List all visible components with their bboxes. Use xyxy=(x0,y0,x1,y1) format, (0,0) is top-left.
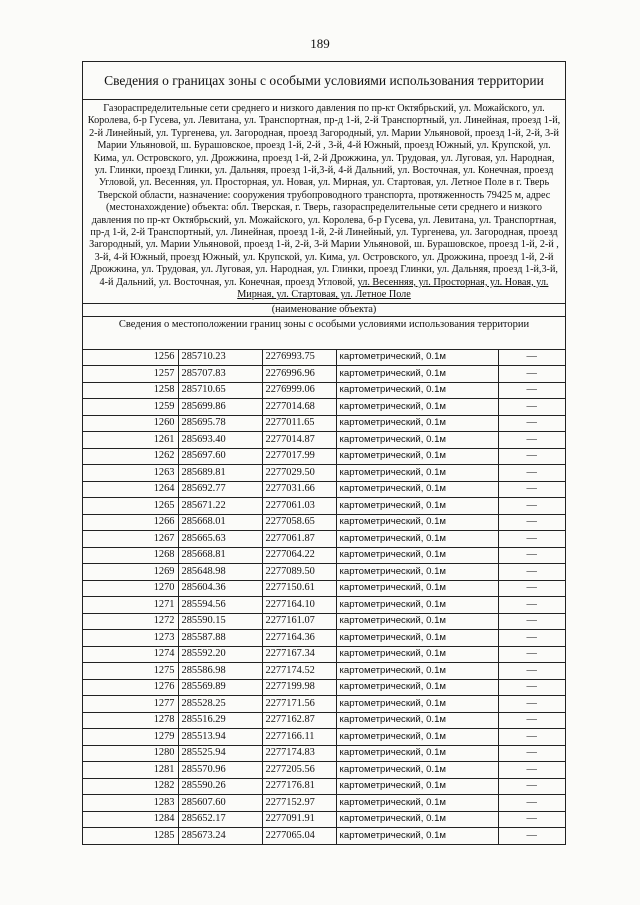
accuracy-dash-cell: — xyxy=(498,498,565,515)
table-row xyxy=(83,382,565,399)
object-description-last-line: ул. Весенняя, ул. Просторная, ул. Новая, ул. Мирная, ул. Стартовая, ул. Летное Поле xyxy=(237,276,549,301)
accuracy-dash-cell: — xyxy=(498,564,565,581)
table-row xyxy=(83,498,565,515)
point-number-cell: 1270 xyxy=(83,580,178,597)
accuracy-dash-cell: — xyxy=(498,663,565,680)
point-number-cell: 1257 xyxy=(83,366,178,383)
coord-y-cell: 2277205.56 xyxy=(262,762,336,779)
table-row xyxy=(83,366,565,383)
coord-y-cell: 2277058.65 xyxy=(262,514,336,531)
coord-x-cell: 285695.78 xyxy=(178,415,262,432)
coord-x-cell: 285648.98 xyxy=(178,564,262,581)
table-row xyxy=(83,597,565,614)
determination-method-cell: картометрический, 0.1м xyxy=(336,613,498,630)
determination-method-cell: картометрический, 0.1м xyxy=(336,498,498,515)
coord-x-cell: 285652.17 xyxy=(178,811,262,828)
determination-method-cell: картометрический, 0.1м xyxy=(336,828,498,844)
determination-method-cell: картометрический, 0.1м xyxy=(336,547,498,564)
determination-method-cell: картометрический, 0.1м xyxy=(336,729,498,746)
determination-method-cell: картометрический, 0.1м xyxy=(336,762,498,779)
coord-x-cell: 285569.89 xyxy=(178,679,262,696)
coord-y-cell: 2277164.10 xyxy=(262,597,336,614)
point-number-cell: 1267 xyxy=(83,531,178,548)
determination-method-cell: картометрический, 0.1м xyxy=(336,415,498,432)
coord-x-cell: 285590.15 xyxy=(178,613,262,630)
accuracy-dash-cell: — xyxy=(498,762,565,779)
coord-y-cell: 2277011.65 xyxy=(262,415,336,432)
coord-x-cell: 285673.24 xyxy=(178,828,262,844)
point-number-cell: 1271 xyxy=(83,597,178,614)
table-row xyxy=(83,580,565,597)
coord-y-cell: 2277152.97 xyxy=(262,795,336,812)
accuracy-dash-cell: — xyxy=(498,646,565,663)
point-number-cell: 1269 xyxy=(83,564,178,581)
accuracy-dash-cell: — xyxy=(498,531,565,548)
coord-y-cell: 2276999.06 xyxy=(262,382,336,399)
table-row xyxy=(83,630,565,647)
point-number-cell: 1268 xyxy=(83,547,178,564)
coord-x-cell: 285604.36 xyxy=(178,580,262,597)
coord-y-cell: 2277167.34 xyxy=(262,646,336,663)
table-row xyxy=(83,415,565,432)
point-number-cell: 1275 xyxy=(83,663,178,680)
coord-y-cell: 2277031.66 xyxy=(262,481,336,498)
object-description xyxy=(83,100,565,303)
coord-y-cell: 2277150.61 xyxy=(262,580,336,597)
coord-y-cell: 2277174.52 xyxy=(262,663,336,680)
accuracy-dash-cell: — xyxy=(498,745,565,762)
coord-y-cell: 2277171.56 xyxy=(262,696,336,713)
table-row xyxy=(83,712,565,729)
table-row xyxy=(83,531,565,548)
point-number-cell: 1264 xyxy=(83,481,178,498)
accuracy-dash-cell: — xyxy=(498,630,565,647)
table-row xyxy=(83,432,565,449)
determination-method-cell: картометрический, 0.1м xyxy=(336,531,498,548)
zone-info-frame xyxy=(82,61,566,845)
determination-method-cell: картометрический, 0.1м xyxy=(336,646,498,663)
coord-y-cell: 2277199.98 xyxy=(262,679,336,696)
coord-x-cell: 285697.60 xyxy=(178,448,262,465)
page-number: 189 xyxy=(310,36,330,51)
accuracy-dash-cell: — xyxy=(498,729,565,746)
accuracy-dash-cell: — xyxy=(498,465,565,482)
determination-method-cell: картометрический, 0.1м xyxy=(336,630,498,647)
coord-y-cell: 2277166.11 xyxy=(262,729,336,746)
determination-method-cell: картометрический, 0.1м xyxy=(336,696,498,713)
table-row xyxy=(83,696,565,713)
determination-method-cell: картометрический, 0.1м xyxy=(336,712,498,729)
determination-method-cell: картометрический, 0.1м xyxy=(336,745,498,762)
coord-x-cell: 285586.98 xyxy=(178,663,262,680)
point-number-cell: 1281 xyxy=(83,762,178,779)
coord-y-cell: 2277014.68 xyxy=(262,399,336,416)
table-row xyxy=(83,762,565,779)
accuracy-dash-cell: — xyxy=(498,366,565,383)
coord-x-cell: 285671.22 xyxy=(178,498,262,515)
point-number-cell: 1279 xyxy=(83,729,178,746)
accuracy-dash-cell: — xyxy=(498,778,565,795)
accuracy-dash-cell: — xyxy=(498,547,565,564)
accuracy-dash-cell: — xyxy=(498,712,565,729)
point-number-cell: 1266 xyxy=(83,514,178,531)
point-number-cell: 1280 xyxy=(83,745,178,762)
point-number-cell: 1262 xyxy=(83,448,178,465)
point-number-cell: 1265 xyxy=(83,498,178,515)
point-number-cell: 1276 xyxy=(83,679,178,696)
determination-method-cell: картометрический, 0.1м xyxy=(336,349,498,366)
coord-y-cell: 2277014.87 xyxy=(262,432,336,449)
table-row xyxy=(83,679,565,696)
table-row xyxy=(83,613,565,630)
accuracy-dash-cell: — xyxy=(498,795,565,812)
coord-x-cell: 285710.23 xyxy=(178,349,262,366)
coordinates-table xyxy=(83,349,565,844)
determination-method-cell: картометрический, 0.1м xyxy=(336,448,498,465)
point-number-cell: 1259 xyxy=(83,399,178,416)
coord-x-cell: 285570.96 xyxy=(178,762,262,779)
coord-y-cell: 2277162.87 xyxy=(262,712,336,729)
table-row xyxy=(83,349,565,366)
coord-y-cell: 2277164.36 xyxy=(262,630,336,647)
accuracy-dash-cell: — xyxy=(498,399,565,416)
coord-x-cell: 285513.94 xyxy=(178,729,262,746)
coord-x-cell: 285528.25 xyxy=(178,696,262,713)
coord-x-cell: 285587.88 xyxy=(178,630,262,647)
coord-y-cell: 2277174.83 xyxy=(262,745,336,762)
coord-y-cell: 2276993.75 xyxy=(262,349,336,366)
document-title: Сведения о границах зоны с особыми условиями использования территории xyxy=(83,62,565,100)
accuracy-dash-cell: — xyxy=(498,432,565,449)
coord-x-cell: 285707.83 xyxy=(178,366,262,383)
coord-y-cell: 2277017.99 xyxy=(262,448,336,465)
table-row xyxy=(83,828,565,844)
determination-method-cell: картометрический, 0.1м xyxy=(336,399,498,416)
determination-method-cell: картометрический, 0.1м xyxy=(336,564,498,581)
determination-method-cell: картометрический, 0.1м xyxy=(336,597,498,614)
coord-y-cell: 2277061.87 xyxy=(262,531,336,548)
coord-y-cell: 2277176.81 xyxy=(262,778,336,795)
table-row xyxy=(83,465,565,482)
point-number-cell: 1284 xyxy=(83,811,178,828)
accuracy-dash-cell: — xyxy=(498,828,565,844)
determination-method-cell: картометрический, 0.1м xyxy=(336,795,498,812)
naming-caption: (наименование объекта) xyxy=(83,303,565,317)
accuracy-dash-cell: — xyxy=(498,811,565,828)
coord-x-cell: 285693.40 xyxy=(178,432,262,449)
coord-x-cell: 285594.56 xyxy=(178,597,262,614)
coord-y-cell: 2277161.07 xyxy=(262,613,336,630)
accuracy-dash-cell: — xyxy=(498,696,565,713)
coord-x-cell: 285689.81 xyxy=(178,465,262,482)
table-row xyxy=(83,795,565,812)
table-row xyxy=(83,514,565,531)
coord-y-cell: 2277091.91 xyxy=(262,811,336,828)
coord-x-cell: 285665.63 xyxy=(178,531,262,548)
coord-x-cell: 285668.01 xyxy=(178,514,262,531)
coord-x-cell: 285525.94 xyxy=(178,745,262,762)
table-row xyxy=(83,646,565,663)
coord-x-cell: 285516.29 xyxy=(178,712,262,729)
determination-method-cell: картометрический, 0.1м xyxy=(336,514,498,531)
table-row xyxy=(83,547,565,564)
coord-x-cell: 285668.81 xyxy=(178,547,262,564)
table-row xyxy=(83,745,565,762)
point-number-cell: 1283 xyxy=(83,795,178,812)
coord-y-cell: 2277061.03 xyxy=(262,498,336,515)
coord-y-cell: 2276996.96 xyxy=(262,366,336,383)
coord-x-cell: 285699.86 xyxy=(178,399,262,416)
point-number-cell: 1277 xyxy=(83,696,178,713)
point-number-cell: 1278 xyxy=(83,712,178,729)
determination-method-cell: картометрический, 0.1м xyxy=(336,481,498,498)
point-number-cell: 1261 xyxy=(83,432,178,449)
table-row xyxy=(83,399,565,416)
point-number-cell: 1258 xyxy=(83,382,178,399)
coord-y-cell: 2277089.50 xyxy=(262,564,336,581)
table-row xyxy=(83,778,565,795)
table-row xyxy=(83,663,565,680)
point-number-cell: 1273 xyxy=(83,630,178,647)
point-number-cell: 1285 xyxy=(83,828,178,844)
table-row xyxy=(83,564,565,581)
point-number-cell: 1256 xyxy=(83,349,178,366)
coord-x-cell: 285692.77 xyxy=(178,481,262,498)
accuracy-dash-cell: — xyxy=(498,514,565,531)
coord-y-cell: 2277064.22 xyxy=(262,547,336,564)
point-number-cell: 1282 xyxy=(83,778,178,795)
accuracy-dash-cell: — xyxy=(498,580,565,597)
point-number-cell: 1263 xyxy=(83,465,178,482)
determination-method-cell: картометрический, 0.1м xyxy=(336,811,498,828)
coord-x-cell: 285710.65 xyxy=(178,382,262,399)
point-number-cell: 1260 xyxy=(83,415,178,432)
point-number-cell: 1272 xyxy=(83,613,178,630)
determination-method-cell: картометрический, 0.1м xyxy=(336,663,498,680)
accuracy-dash-cell: — xyxy=(498,382,565,399)
coord-x-cell: 285590.26 xyxy=(178,778,262,795)
accuracy-dash-cell: — xyxy=(498,415,565,432)
determination-method-cell: картометрический, 0.1м xyxy=(336,366,498,383)
coord-x-cell: 285592.20 xyxy=(178,646,262,663)
determination-method-cell: картометрический, 0.1м xyxy=(336,580,498,597)
accuracy-dash-cell: — xyxy=(498,349,565,366)
determination-method-cell: картометрический, 0.1м xyxy=(336,382,498,399)
table-row xyxy=(83,811,565,828)
location-section-title: Сведения о местоположении границ зоны с особыми условиями использования территории xyxy=(118,318,530,330)
accuracy-dash-cell: — xyxy=(498,679,565,696)
determination-method-cell: картометрический, 0.1м xyxy=(336,465,498,482)
object-description-text: Газораспределительные сети среднего и низкого давления по пр-кт Октябрьский, ул. Можайского, ул. Королева, б-р Гусева, ул. Левитана, ул. Транспортная, пр-д 1-й, 2-й Транспортный, ул. Линейная, проезд 1-й, 2-й Линейный, ул. Тургенева, ул. Загородная, проезд Загородный, ул. Марии Ульяновой, проезд 1-й, 2-й, 3-й Марии Ульяновой, ш. Бурашовское, проезд 1-й, 2-й , 3-й, 4-й Южный, проезд Южный, ул. Крупской, ул. Кима, ул. Островского, ул. Дрожжина, проезд 1-й, 2-й Дрожжина, ул. Трудовая, ул. Луговая, ул. Народная, ул. Глинки, проезд Глинки, ул. Дальняя, проезд 1-й,3-й, 4-й Дальний, ул. Восточная, ул. Конечная, проезд Угловой, ул. Весенняя, ул. Просторная, ул. Новая, ул. Мирная, ул. Стартовая, ул. Летное Поле в г. Тверь Тверской области, назначение: сооружения трубопроводного транспорта, протяженность 79425 м, адрес (местонахождение) объекта: обл. Тверская, г. Тверь, газораспределительные сети среднего и низкого давления по пр-кт Октябрьский, ул. Можайского, ул. Королева, б-р Гусева, ул. Левитана, ул. Транспортная, пр-д 1-й, 2-й Транспортный, ул. Линейная, проезд 1-й, 2-й Линейный, ул. Тургенева, ул. Загородная, проезд Загородный, ул. Марии Ульяновой, проезд 1-й, 2-й, 3-й Марии Ульяновой, ш. Бурашовское, проезд 1-й, 2-й , 3-й, 4-й Южный, проезд Южный, ул. Крупской, ул. Кима, ул. Островского, ул. Дрожжина, проезд 1-й, 2-й Дрожжина, ул. Трудовая, ул. Луговая, ул. Народная, ул. Глинки, проезд Глинки, ул. Дальняя, проезд 1-й,3-й, 4-й Дальний, ул. Восточная, ул. Конечная, проезд Угловой, xyxy=(87,103,561,288)
coord-x-cell: 285607.60 xyxy=(178,795,262,812)
header-gap-row xyxy=(83,333,565,349)
coord-y-cell: 2277065.04 xyxy=(262,828,336,844)
accuracy-dash-cell: — xyxy=(498,481,565,498)
determination-method-cell: картометрический, 0.1м xyxy=(336,778,498,795)
accuracy-dash-cell: — xyxy=(498,448,565,465)
table-row xyxy=(83,481,565,498)
accuracy-dash-cell: — xyxy=(498,613,565,630)
coord-y-cell: 2277029.50 xyxy=(262,465,336,482)
accuracy-dash-cell: — xyxy=(498,597,565,614)
table-row xyxy=(83,729,565,746)
table-row xyxy=(83,448,565,465)
determination-method-cell: картометрический, 0.1м xyxy=(336,679,498,696)
determination-method-cell: картометрический, 0.1м xyxy=(336,432,498,449)
point-number-cell: 1274 xyxy=(83,646,178,663)
